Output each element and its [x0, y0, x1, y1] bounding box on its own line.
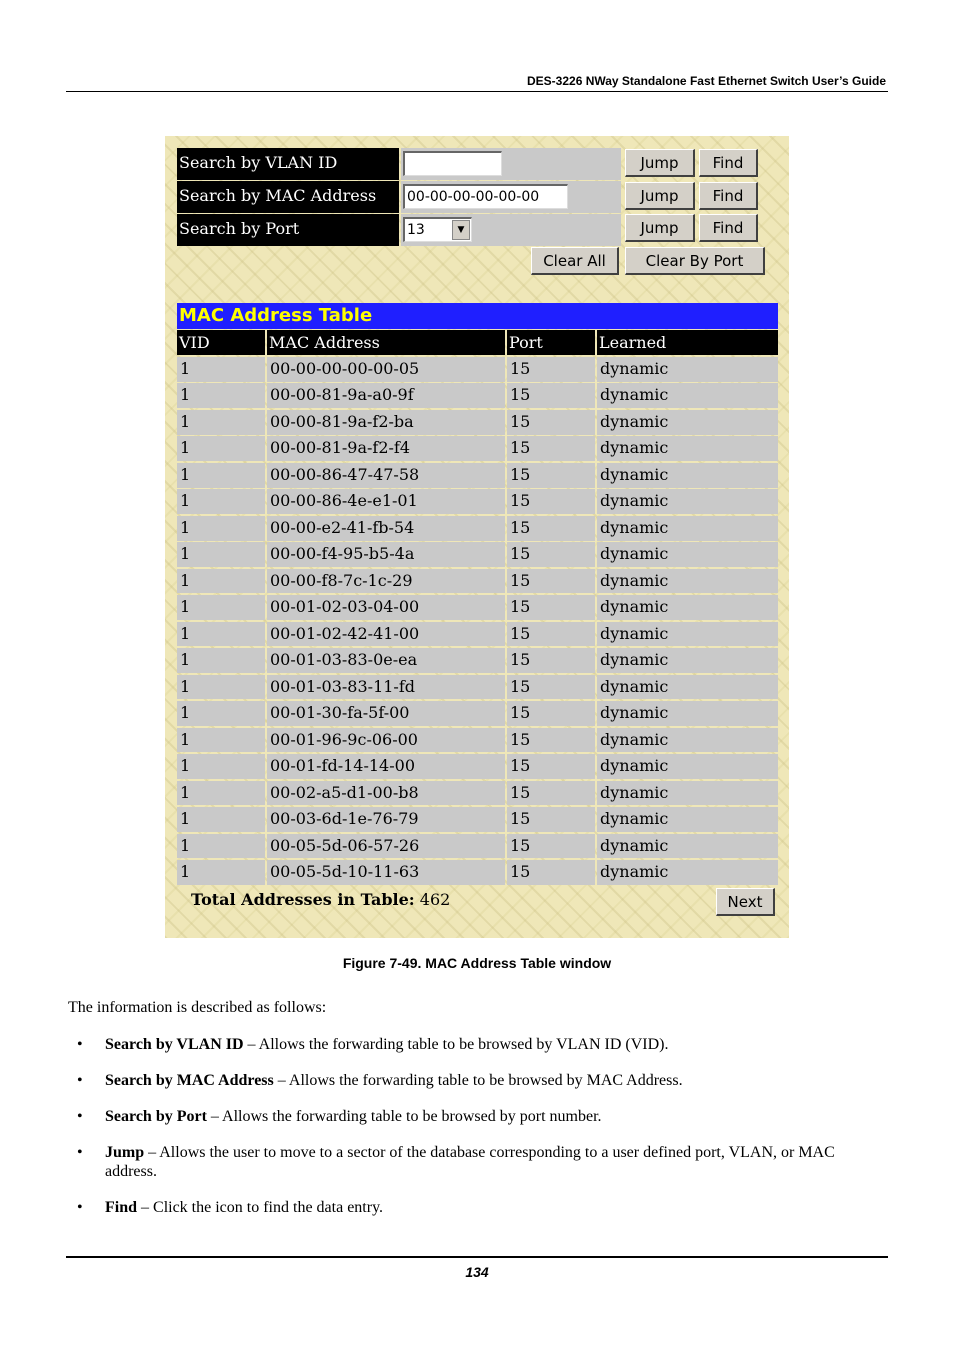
mac-cell: 00-00-81-9a-f2-ba: [267, 410, 505, 435]
mac-cell: 00-05-5d-10-11-63: [267, 860, 505, 885]
vid-cell: 1: [177, 834, 265, 859]
vid-cell: 1: [177, 569, 265, 594]
description-item: [68, 1198, 888, 1217]
footer-rule: [66, 1256, 888, 1258]
vid-cell: 1: [177, 436, 265, 461]
table-row: [177, 489, 778, 514]
mac-cell: 00-00-86-4e-e1-01: [267, 489, 505, 514]
mac-cell: 00-01-fd-14-14-00: [267, 754, 505, 779]
mac-cell: 00-05-5d-06-57-26: [267, 834, 505, 859]
table-row: [177, 860, 778, 885]
search-port-row: [177, 214, 621, 246]
vid-cell: 1: [177, 542, 265, 567]
mac-cell: 00-00-81-9a-a0-9f: [267, 383, 505, 408]
vid-cell: 1: [177, 728, 265, 753]
find-mac-button[interactable]: Find: [699, 182, 758, 210]
description-item: [68, 1107, 888, 1126]
port-cell: 15: [507, 754, 595, 779]
learned-cell: dynamic: [597, 860, 778, 885]
table-row: [177, 357, 778, 382]
port-cell: 15: [507, 701, 595, 726]
vid-cell: 1: [177, 648, 265, 673]
learned-cell: dynamic: [597, 675, 778, 700]
port-cell: 15: [507, 383, 595, 408]
table-row: [177, 781, 778, 806]
mac-cell: 00-00-f4-95-b5-4a: [267, 542, 505, 567]
next-button[interactable]: Next: [716, 888, 775, 916]
mac-cell: 00-03-6d-1e-76-79: [267, 807, 505, 832]
description-list: [68, 1035, 888, 1234]
port-cell: 15: [507, 410, 595, 435]
vid-cell: 1: [177, 701, 265, 726]
vid-cell: 1: [177, 410, 265, 435]
description-term: Search by Port: [105, 1108, 207, 1125]
description-term: Find: [105, 1199, 138, 1216]
learned-cell: dynamic: [597, 569, 778, 594]
bullet-icon: •: [77, 1108, 83, 1125]
port-cell: 15: [507, 357, 595, 382]
learned-cell: dynamic: [597, 542, 778, 567]
mac-table-body: [177, 357, 778, 887]
description-text: – Allows the user to move to a sector of the database corresponding to a user defined port, VLAN, or MAC address.: [105, 1144, 835, 1180]
port-cell: 15: [507, 648, 595, 673]
table-row: [177, 436, 778, 461]
vid-cell: 1: [177, 383, 265, 408]
mac-table-window: [165, 136, 789, 938]
page-number: 134: [465, 1264, 489, 1280]
vid-cell: 1: [177, 807, 265, 832]
table-row: [177, 834, 778, 859]
port-cell: 15: [507, 781, 595, 806]
find-port-button[interactable]: Find: [699, 214, 758, 242]
port-cell: 15: [507, 834, 595, 859]
port-cell: 15: [507, 542, 595, 567]
port-cell: 15: [507, 622, 595, 647]
description-term: Search by VLAN ID: [105, 1036, 244, 1053]
description-item: [68, 1071, 888, 1090]
clear-all-button[interactable]: Clear All: [531, 247, 619, 275]
mac-cell: 00-01-96-9c-06-00: [267, 728, 505, 753]
jump-port-button[interactable]: Jump: [625, 214, 695, 242]
search-mac-label: Search by MAC Address: [177, 181, 399, 213]
description-term: Jump: [105, 1144, 145, 1161]
table-row: [177, 728, 778, 753]
total-addresses: [191, 890, 450, 909]
learned-cell: dynamic: [597, 701, 778, 726]
table-title: MAC Address Table: [177, 303, 778, 329]
learned-cell: dynamic: [597, 436, 778, 461]
port-select-value: 13: [407, 222, 425, 238]
learned-cell: dynamic: [597, 410, 778, 435]
table-row: [177, 569, 778, 594]
total-value: 462: [419, 890, 451, 909]
learned-cell: dynamic: [597, 516, 778, 541]
intro-text: The information is described as follows:: [68, 999, 327, 1016]
port-cell: 15: [507, 436, 595, 461]
dropdown-arrow-icon[interactable]: ▼: [452, 220, 470, 240]
port-cell: 15: [507, 569, 595, 594]
jump-vlan-button[interactable]: Jump: [625, 149, 695, 177]
vlan-id-input[interactable]: [403, 151, 502, 176]
search-vlan-label: Search by VLAN ID: [177, 148, 399, 180]
table-row: [177, 542, 778, 567]
bullet-icon: •: [77, 1036, 83, 1053]
column-header-vid: VID: [177, 330, 265, 355]
clear-by-port-button[interactable]: Clear By Port: [625, 247, 765, 275]
vid-cell: 1: [177, 516, 265, 541]
learned-cell: dynamic: [597, 489, 778, 514]
description-item: [68, 1143, 888, 1181]
learned-cell: dynamic: [597, 463, 778, 488]
port-cell: 15: [507, 675, 595, 700]
table-row: [177, 675, 778, 700]
learned-cell: dynamic: [597, 357, 778, 382]
mac-cell: 00-01-03-83-11-fd: [267, 675, 505, 700]
vid-cell: 1: [177, 860, 265, 885]
header-rule: [66, 91, 888, 92]
port-select[interactable]: [403, 217, 472, 242]
table-row: [177, 807, 778, 832]
description-item: [68, 1035, 888, 1054]
table-row: [177, 595, 778, 620]
bullet-icon: •: [77, 1072, 83, 1089]
mac-cell: 00-00-86-47-47-58: [267, 463, 505, 488]
port-cell: 15: [507, 516, 595, 541]
learned-cell: dynamic: [597, 648, 778, 673]
table-row: [177, 463, 778, 488]
mac-cell: 00-01-03-83-0e-ea: [267, 648, 505, 673]
learned-cell: dynamic: [597, 834, 778, 859]
table-row: [177, 622, 778, 647]
port-cell: 15: [507, 807, 595, 832]
vid-cell: 1: [177, 754, 265, 779]
description-text: – Allows the forwarding table to be browsed by port number.: [206, 1108, 602, 1125]
search-port-label: Search by Port: [177, 214, 399, 246]
bullet-icon: •: [77, 1144, 83, 1161]
mac-cell: 00-00-81-9a-f2-f4: [267, 436, 505, 461]
table-row: [177, 754, 778, 779]
page-header: DES-3226 NWay Standalone Fast Ethernet Switch User’s Guide: [527, 74, 886, 88]
port-cell: 15: [507, 728, 595, 753]
port-cell: 15: [507, 489, 595, 514]
jump-mac-button[interactable]: Jump: [625, 182, 695, 210]
description-text: – Allows the forwarding table to be browsed by MAC Address.: [273, 1072, 683, 1089]
column-header-port: Port: [507, 330, 595, 355]
bullet-icon: •: [77, 1199, 83, 1216]
vid-cell: 1: [177, 463, 265, 488]
port-cell: 15: [507, 463, 595, 488]
vid-cell: 1: [177, 622, 265, 647]
table-row: [177, 410, 778, 435]
port-cell: 15: [507, 860, 595, 885]
description-text: – Allows the forwarding table to be browsed by VLAN ID (VID).: [243, 1036, 669, 1053]
description-term: Search by MAC Address: [105, 1072, 274, 1089]
mac-cell: 00-02-a5-d1-00-b8: [267, 781, 505, 806]
learned-cell: dynamic: [597, 728, 778, 753]
vid-cell: 1: [177, 781, 265, 806]
mac-cell: 00-00-e2-41-fb-54: [267, 516, 505, 541]
table-row: [177, 648, 778, 673]
mac-cell: 00-01-02-03-04-00: [267, 595, 505, 620]
column-header-mac: MAC Address: [267, 330, 505, 355]
learned-cell: dynamic: [597, 383, 778, 408]
learned-cell: dynamic: [597, 807, 778, 832]
vid-cell: 1: [177, 595, 265, 620]
figure-caption: Figure 7-49. MAC Address Table window: [342, 955, 612, 971]
search-mac-row: [177, 181, 621, 213]
learned-cell: dynamic: [597, 781, 778, 806]
port-cell: 15: [507, 595, 595, 620]
vid-cell: 1: [177, 357, 265, 382]
vid-cell: 1: [177, 489, 265, 514]
mac-cell: 00-00-00-00-00-05: [267, 357, 505, 382]
table-row: [177, 701, 778, 726]
mac-cell: 00-00-f8-7c-1c-29: [267, 569, 505, 594]
total-label: Total Addresses in Table:: [191, 890, 415, 909]
table-row: [177, 383, 778, 408]
learned-cell: dynamic: [597, 754, 778, 779]
mac-address-input[interactable]: 00-00-00-00-00-00: [403, 184, 568, 209]
learned-cell: dynamic: [597, 622, 778, 647]
mac-cell: 00-01-02-42-41-00: [267, 622, 505, 647]
mac-cell: 00-01-30-fa-5f-00: [267, 701, 505, 726]
description-text: – Click the icon to find the data entry.: [137, 1199, 384, 1216]
find-vlan-button[interactable]: Find: [699, 149, 758, 177]
vid-cell: 1: [177, 675, 265, 700]
column-header-learned: Learned: [597, 330, 778, 355]
table-row: [177, 516, 778, 541]
learned-cell: dynamic: [597, 595, 778, 620]
search-vlan-row: [177, 148, 621, 180]
